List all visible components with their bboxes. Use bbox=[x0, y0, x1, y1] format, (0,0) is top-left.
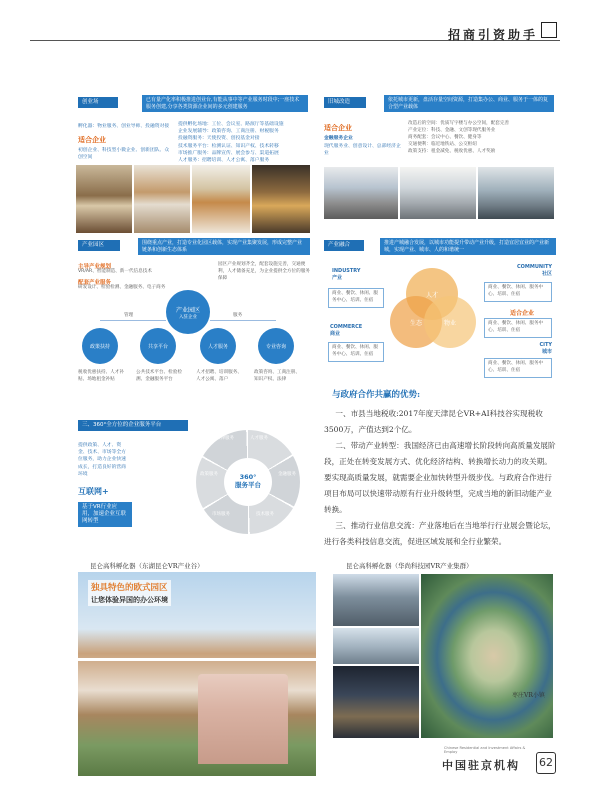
section-band: 推进产城融合发展，以城市功能提升带动产业升级，打造宜居宜业的产业新城，实现产业、城市、人的和谐统一 bbox=[380, 238, 556, 255]
office-photo-5 bbox=[324, 167, 398, 219]
office-photo-4 bbox=[252, 165, 310, 233]
label-en: CITY bbox=[539, 342, 552, 348]
node-text: 政策咨询、工商注册、知识产权、法律 bbox=[254, 370, 300, 382]
commerce-box: 商业、餐饮、休闲、服务中心、培训、住宿 bbox=[328, 342, 384, 362]
link-label: 管理 bbox=[124, 313, 134, 318]
left-text: VR/AR、智能制造、新一代信息技术 bbox=[78, 269, 152, 274]
page-header bbox=[0, 18, 594, 48]
cooperation-block bbox=[324, 388, 558, 549]
industry-box: 商业、餐饮、休闲、服务中心、培训、住宿 bbox=[328, 288, 384, 308]
community-label bbox=[502, 264, 552, 277]
right-item: 政策支持：租金减免、税收优惠、人才奖励 bbox=[408, 148, 496, 154]
node-label: 政策扶持 bbox=[89, 343, 110, 350]
section-tag: 产业园区 bbox=[78, 240, 120, 251]
enterprise-title: 适合企业 bbox=[510, 310, 535, 317]
campus-photo bbox=[333, 628, 419, 664]
section-park bbox=[78, 238, 310, 428]
enterprise-box: 商业、餐饮、休闲、服务中心、培训、住宿 bbox=[484, 318, 552, 338]
node-text: 公共技术平台、检验检测、金融服务平台 bbox=[136, 370, 182, 382]
right-item: 企业发展辅导：政策咨询、工商注册、财税服务 bbox=[178, 129, 279, 135]
platform-text: 提供政策、人才、资金、技术、市场等全方位服务，助力企业快速成长，打造良好的营商环境 bbox=[78, 443, 126, 477]
cooperation-paragraph: 三、推动行业信息交流：产业落地后在当地举行行业展会暨论坛，进行各类科技信息交流，促进区域发展和全行业繁荣。 bbox=[324, 520, 556, 546]
right-list bbox=[408, 121, 554, 155]
right-item: 商务配套：会议中心、餐饮、健身等 bbox=[408, 134, 482, 140]
ring-segment: 金融服务 bbox=[278, 472, 296, 477]
office-photo-2 bbox=[134, 165, 190, 233]
tower-photo bbox=[333, 574, 419, 626]
page-number: 62 bbox=[536, 752, 556, 774]
park-center-circle bbox=[166, 290, 210, 334]
section-platform bbox=[78, 420, 310, 560]
internet-title: 互联网+ bbox=[78, 487, 109, 496]
industry-label bbox=[332, 268, 360, 281]
venn-label: 物业 bbox=[443, 319, 456, 327]
community-box: 商业、餐饮、休闲、服务中心、培训、住宿 bbox=[484, 282, 552, 302]
label-cn: 产业 bbox=[332, 275, 343, 281]
caption-right: 昆仑高科孵化器（华尚科技园VR产业集群） bbox=[346, 562, 473, 570]
section-industry bbox=[324, 238, 556, 388]
cooperation-title: 与政府合作共赢的优势: bbox=[332, 390, 421, 400]
caption-left: 昆仑高科孵化器（东湖昆仑VR产业谷） bbox=[90, 562, 204, 570]
node-talent bbox=[200, 328, 236, 364]
node-text: 人才招聘、培训服务、人才公寓、落户 bbox=[196, 370, 242, 382]
footer-title: 中国驻京机构 bbox=[442, 759, 520, 772]
ring-segment: 市场服务 bbox=[212, 512, 230, 517]
banner-line2: 让您体验异国的办公环境 bbox=[88, 594, 171, 606]
right-item: 产业定位：科技、金融、文创等现代服务业 bbox=[408, 127, 496, 133]
label-en: COMMERCE bbox=[330, 324, 363, 330]
node-consult bbox=[258, 328, 294, 364]
city-label bbox=[514, 342, 552, 355]
left-line: 金融服务企业 bbox=[324, 136, 353, 141]
section-tag: 旧城改造 bbox=[324, 97, 366, 108]
office-photo-7 bbox=[478, 167, 554, 219]
right-item: 市场推广服务：品牌宣传、展会参与、渠道拓展 bbox=[178, 150, 279, 156]
left-text: 研发设计、检验检测、金融服务、电子商务 bbox=[78, 285, 166, 290]
left-sub: 初创企业、科技型小微企业、创新团队、众创空间 bbox=[78, 148, 170, 161]
right-item: 提供孵化场地：工位、会议室、路演厅等基础设施 bbox=[178, 122, 284, 127]
node-platform bbox=[140, 328, 176, 364]
office-photo-3 bbox=[192, 165, 250, 233]
internet-band: 基于VR行业应用，加速企业互联网转型 bbox=[78, 502, 132, 527]
center-sub: 入驻企业 bbox=[179, 314, 197, 320]
right-item: 交通便利：临近地铁站、公交枢纽 bbox=[408, 141, 477, 147]
label-cn: 商业 bbox=[330, 331, 341, 337]
section-incubator bbox=[78, 95, 308, 235]
header-box-icon bbox=[541, 22, 557, 38]
header-title: 招商引资助手 bbox=[448, 28, 539, 42]
lower-photo-divider bbox=[78, 658, 316, 661]
section-band: 已有量产化率积极推进创业台,有能从事中等产业服务时段中;一座技术服务创建,分享各类资源企业间的多元创建服务 bbox=[142, 95, 308, 112]
ring-segment: 政策服务 bbox=[200, 472, 218, 477]
right-text: 园区产业规划齐全，配套设施完善，交通便利，人才储备充足，为企业提供全方位的服务保障 bbox=[218, 262, 310, 281]
venn-property bbox=[424, 296, 476, 348]
venn-label: 生态 bbox=[409, 319, 422, 327]
node-label: 人才服务 bbox=[207, 343, 228, 350]
label-en: COMMUNITY bbox=[516, 264, 552, 270]
connector-line bbox=[100, 320, 166, 321]
ring-segment: 人才服务 bbox=[250, 436, 268, 441]
aerial-town-photo bbox=[421, 574, 553, 738]
cooperation-paragraph: 二、带动产业转型：我国经济已由高速增长阶段转向高质量发展阶段，正处在转变发展方式、优化经济结构、转换增长动力的攻关期。要实现高质量发展，就需要企业加快转型升级步伐。与政府合作进行项目布局可以快速带动原有行业升级转型，完成当地的新旧动能产业转换。 bbox=[324, 440, 556, 514]
banner-line1: 独具特色的欧式园区 bbox=[88, 580, 171, 594]
left-title: 主导产业规划 bbox=[78, 264, 112, 270]
left-title: 适合企业 bbox=[78, 136, 106, 144]
left-line: 现代服务业、创意设计、总部经济企业 bbox=[324, 144, 401, 157]
section-band: 依托城市更新，盘活存量空间资源，打造集办公、商业、服务于一体的复合型产业载体 bbox=[384, 95, 554, 112]
section-tag: 产业融合 bbox=[324, 240, 364, 251]
label-en: INDUSTRY bbox=[332, 268, 361, 274]
node-label: 专业咨询 bbox=[265, 343, 286, 350]
label-cn: 城市 bbox=[541, 349, 552, 355]
service-center bbox=[224, 458, 272, 506]
left-title: 适合企业 bbox=[324, 124, 352, 132]
section-tag: 创业场 bbox=[78, 97, 118, 108]
section-band: 围绕重点产业，打造专业化园区载体，实现产业集聚发展，形成完整产业链条和创新生态体系 bbox=[138, 238, 310, 255]
section-tag: 三、360°全方位的企业服务平台 bbox=[78, 420, 188, 431]
section-office bbox=[324, 95, 554, 215]
ring-segment: 技术服务 bbox=[256, 512, 274, 517]
footer bbox=[0, 740, 594, 790]
right-list bbox=[178, 121, 308, 164]
right-item: 技术服务平台：检测认证、知识产权、技术转移 bbox=[178, 143, 279, 149]
left-title: 配套产业服务 bbox=[78, 280, 112, 286]
right-item: 改造后的空间：优质写字楼与办公空间，配套完善 bbox=[408, 121, 510, 126]
node-policy bbox=[82, 328, 118, 364]
right-item: 投融资服务：天使投资、创投基金对接 bbox=[178, 136, 260, 142]
center-label: 产业园区 bbox=[175, 306, 200, 314]
label-cn: 社区 bbox=[541, 271, 552, 277]
caption-town: 枣庄VR小镇 bbox=[512, 692, 545, 699]
footer-en: Chinese Residential and Investment Affairs & Employ bbox=[444, 746, 526, 754]
connector-line bbox=[210, 320, 276, 321]
link-label: 服务 bbox=[233, 313, 243, 318]
office-photo-6 bbox=[400, 167, 476, 219]
node-label: 共享平台 bbox=[147, 343, 168, 350]
center-label: 360° 服务平台 bbox=[235, 473, 261, 489]
ring-segment: 法律服务 bbox=[216, 436, 234, 441]
venn-label: 人才 bbox=[425, 291, 438, 299]
node-text: 税收优惠扶持、人才补贴、场地租金补贴 bbox=[78, 370, 124, 382]
office-photo-1 bbox=[76, 165, 132, 233]
left-line: 孵化器：物业服务、创业导师、投融资对接 bbox=[78, 124, 170, 129]
right-item: 人才服务：招聘培训、人才公寓、落户服务 bbox=[178, 157, 270, 163]
city-box: 商业、餐饮、休闲、服务中心、培训、住宿 bbox=[484, 358, 552, 378]
night-building-photo bbox=[333, 666, 419, 738]
cooperation-paragraph: 一、市县当地税收:2017年度天津昆仑VR+AI科技谷实现税收3500万，产值达到2个亿。 bbox=[324, 409, 543, 434]
commerce-label bbox=[330, 324, 362, 337]
